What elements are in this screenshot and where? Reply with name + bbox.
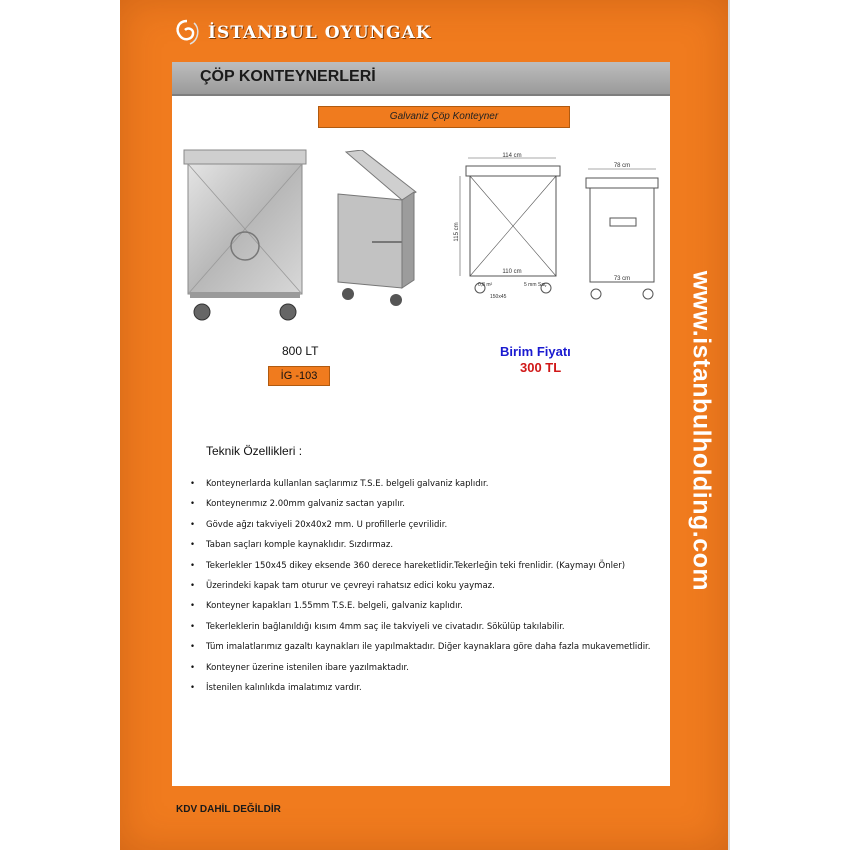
specs-list <box>190 474 666 698</box>
spec-item: • Konteynerımız 2.00mm galvaniz sactan yapılır. <box>190 494 666 514</box>
frame-edge <box>728 0 730 850</box>
header-bar <box>172 62 670 96</box>
website-vertical[interactable] <box>680 206 722 656</box>
specs-heading: Teknik Özellikleri : <box>206 444 303 458</box>
logo-text: İSTANBUL OYUNGAK <box>208 23 432 43</box>
bullet-icon: • <box>190 540 196 551</box>
logo-swirl-icon <box>172 18 202 48</box>
spec-item: • Konteyner üzerine istenilen ibare yazılmaktadır. <box>190 658 666 678</box>
side-bottom-width: 73 cm <box>613 276 631 282</box>
front-top-width: 114 cm <box>502 153 522 159</box>
front-bottom-width: 110 cm <box>502 269 522 275</box>
spec-item: • Konteyner kapakları 1.55mm T.S.E. belgeli, galvaniz kaplıdır. <box>190 596 666 616</box>
bullet-icon: • <box>190 479 196 489</box>
bullet-icon: • <box>190 683 196 694</box>
bullet-icon: • <box>190 621 196 632</box>
side-top-width: 78 cm <box>613 163 631 169</box>
content-panel <box>172 62 670 786</box>
bullet-icon: • <box>190 642 196 653</box>
spec-item: • Konteynerlarda kullanlan saçlarımız T.S.E. belgeli galvaniz kaplıdır. <box>190 474 666 494</box>
product-code: İG -103 <box>268 366 330 386</box>
side-technical-drawing <box>582 162 662 312</box>
front-wheel: 150x45 <box>490 294 507 300</box>
brand-logo <box>172 16 432 50</box>
front-technical-drawing <box>452 152 562 312</box>
spec-item: • İstenilen kalınlıkda imalatımız vardır. <box>190 678 666 698</box>
bullet-icon: • <box>190 499 196 510</box>
spec-item: • Üzerindeki kapak tam oturur ve çevreyi rahatsız edici koku yaymaz. <box>190 576 666 596</box>
spec-item: • Gövde ağzı takviyeli 20x40x2 mm. U profillerle çevrilidir. <box>190 515 666 535</box>
website-text[interactable]: www.istanbulholding.com <box>687 270 716 592</box>
spec-item: • Tekerlekler 150x45 dikey eksende 360 derece hareketlidir.Tekerleğin teki frenlidir. (Kaymayı Önler) <box>190 556 666 576</box>
bullet-icon: • <box>190 560 196 571</box>
spec-item: • Taban saçları komple kaynaklıdır. Sızdırmaz. <box>190 535 666 555</box>
spec-item: • Tekerleklerin bağlanıldığı kısım 4mm saç ile takviyeli ve civatadır. Sökülüp takılabilir. <box>190 617 666 637</box>
product-subtitle: Galvaniz Çöp Konteyner <box>318 106 570 128</box>
spec-item: • Tüm imalatlarımız gazaltı kaynakları ile yapılmaktadır. Diğer kaynaklara göre daha fazla mukavemetlidir. <box>190 637 666 657</box>
closed-container-image <box>182 146 308 322</box>
price-label: Birim Fiyatı <box>500 344 571 359</box>
bullet-icon: • <box>190 519 196 530</box>
tax-note: KDV DAHİL DEĞİLDİR <box>176 804 281 815</box>
page-title: ÇÖP KONTEYNERLERİ <box>200 68 376 85</box>
open-container-image <box>332 150 422 310</box>
price-value: 300 TL <box>520 360 562 375</box>
bullet-icon: • <box>190 662 196 673</box>
front-thickness: 0,8 m² <box>478 282 493 288</box>
bullet-icon: • <box>190 601 196 612</box>
front-sheet: 5 mm Saç <box>524 282 547 288</box>
capacity-label: 800 LT <box>282 344 319 358</box>
bullet-icon: • <box>190 581 196 592</box>
front-height: 115 cm <box>454 222 460 242</box>
